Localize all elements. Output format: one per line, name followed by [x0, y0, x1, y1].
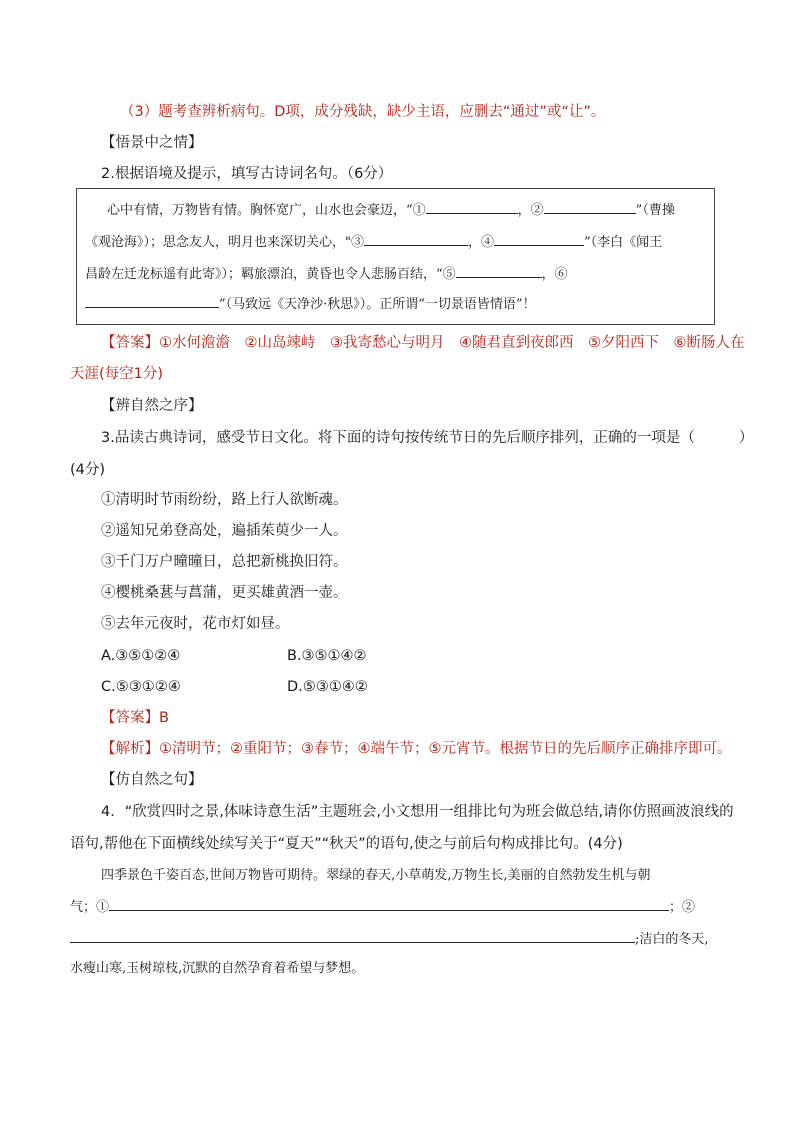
fill-blank-1[interactable] — [426, 199, 518, 214]
q4-passage-line: 气；① ；② — [70, 896, 695, 918]
q2-passage-line: 昌龄左迁龙标遥有此寄》）；羁旅漂泊，黄昏也令人悲肠百结，“⑤ ，⑥ — [85, 263, 568, 285]
q3-option-c[interactable]: C.⑤③①②④ — [101, 679, 181, 695]
q2-answer: 【答案】①水何澹澹 ②山岛竦峙 ③我寄愁心与明月 ④随君直到夜郎西 ⑤夕阳西下 ⑥断肠人在 — [101, 335, 745, 351]
q3-poem-2: ②遥知兄弟登高处，遍插茱萸少一人。 — [101, 523, 348, 539]
q3-poem-1: ①清明时节雨纷纷，路上行人欲断魂。 — [101, 492, 348, 508]
q2-passage-line: 心中有情，万物皆有情。胸怀宽广，山水也会豪迈，“① ，② ”（曹操 — [107, 199, 675, 221]
fill-blank-6[interactable] — [85, 293, 219, 308]
q3-poem-5: ⑤去年元夜时，花市灯如昼。 — [101, 616, 290, 632]
q3-poem-3: ③千门万户曈曈日，总把新桃换旧符。 — [101, 554, 348, 570]
section-heading-scenery: 【悟景中之情】 — [101, 135, 203, 151]
q4-prompt: 4．“欣赏四时之景,体味诗意生活”主题班会,小文想用一组排比句为班会做总结,请你仿照画波浪线的 — [101, 804, 734, 820]
q2-passage-line: 《观沧海》）；思念友人，明月也来深切关心，"③ ，④ ”（李白《闻王 — [85, 231, 662, 253]
q3-option-b[interactable]: B.③⑤①④② — [287, 648, 367, 664]
q2-answer-cont: 天涯(每空1分) — [70, 366, 164, 382]
fill-blank-summer[interactable] — [109, 896, 669, 911]
q2-passage-box — [76, 188, 715, 325]
q3-poem-4: ④樱桃桑葚与菖蒲，更买雄黄酒一壶。 — [101, 585, 348, 601]
q4-prompt-cont: 语句,帮他在下面横线处续写关于“夏天”“秋天”的语句,使之与前后句构成排比句。(4分) — [70, 836, 623, 852]
q4-passage-line: 水瘦山寒,玉树琼枝,沉默的自然孕育着希望与梦想。 — [70, 961, 365, 976]
fill-blank-autumn[interactable] — [70, 928, 635, 943]
q3-option-d[interactable]: D.⑤③①④② — [287, 679, 368, 695]
q3-option-a[interactable]: A.③⑤①②④ — [101, 648, 181, 664]
q4-passage-line: ;洁白的冬天, — [70, 928, 709, 950]
q2-passage-line: ”（马致远《天净沙·秋思》）。正所谓“一切景语皆情语”！ — [85, 293, 536, 315]
q1-analysis: （3）题考查辨析病句。D项，成分残缺，缺少主语，应删去“通过”或“让”。 — [120, 104, 606, 120]
q3-prompt: 3.品读古典诗词，感受节日文化。将下面的诗句按传统节日的先后顺序排列，正确的一项是（ ） — [101, 430, 754, 446]
q3-analysis: 【解析】①清明节；②重阳节；③春节；④端午节；⑤元宵节。根据节日的先后顺序正确排序即可。 — [101, 741, 732, 757]
section-heading-imitate: 【仿自然之句】 — [101, 772, 203, 788]
fill-blank-4[interactable] — [494, 231, 584, 246]
fill-blank-5[interactable] — [456, 263, 542, 278]
q4-passage-line: 四季景色千姿百态,世间万物皆可期待。翠绿的春天,小草萌发,万物生长,美丽的自然勃发生机与朝 — [101, 868, 651, 883]
fill-blank-2[interactable] — [544, 199, 636, 214]
q3-answer: 【答案】B — [101, 710, 169, 726]
section-heading-order: 【辨自然之序】 — [101, 398, 203, 414]
fill-blank-3[interactable] — [364, 231, 468, 246]
q3-score: (4分) — [70, 462, 106, 478]
q2-prompt: 2.根据语境及提示，填写古诗词名句。（6分） — [101, 166, 393, 182]
